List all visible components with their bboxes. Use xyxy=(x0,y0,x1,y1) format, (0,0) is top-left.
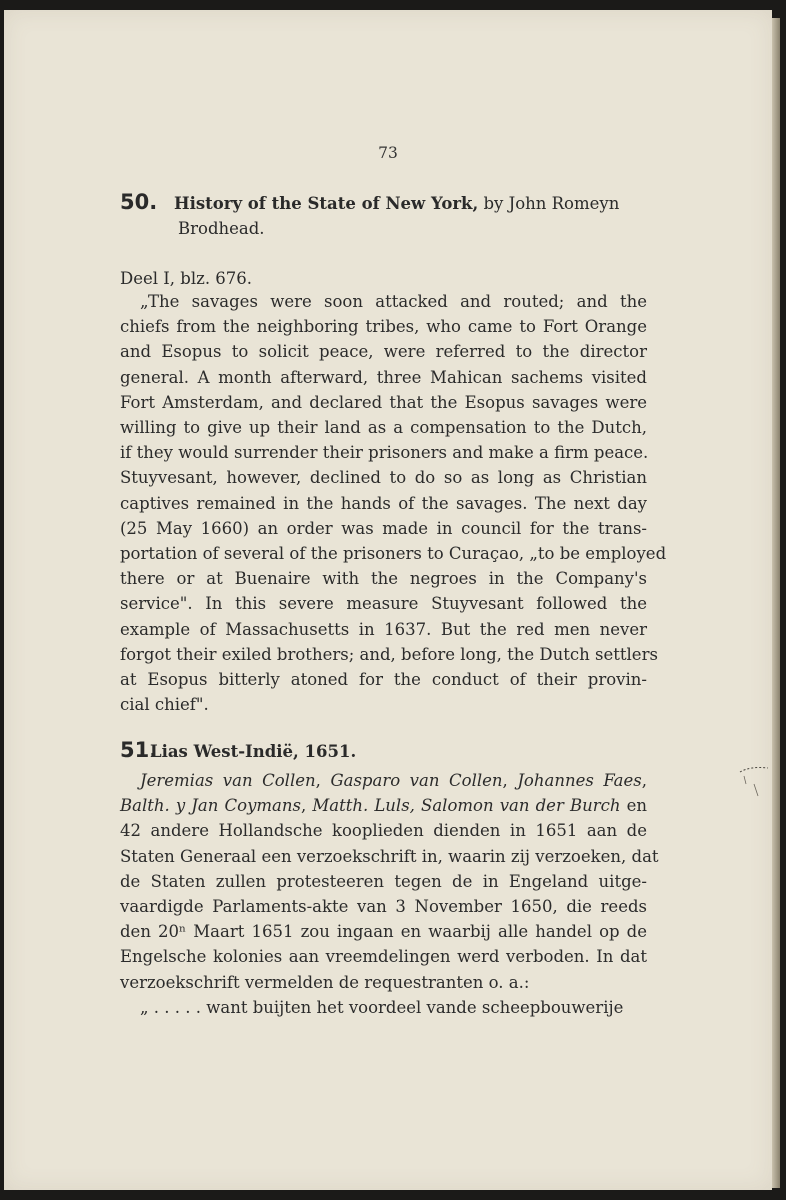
body-line: verzoekschrift vermelden de requestranten o. a.: xyxy=(120,972,530,992)
quote-line: Fort Amsterdam, and declared that the Esopus savages were xyxy=(120,392,647,412)
name: Jeremias van Collen xyxy=(140,771,316,790)
entry-51-heading xyxy=(120,738,652,764)
book-page xyxy=(4,10,772,1190)
quote-line: (25 May 1660) an order was made in council for the trans- xyxy=(120,518,647,538)
entry-50-title: History of the State of New York, xyxy=(174,194,479,213)
entry-50-author: by John Romeyn xyxy=(483,194,620,213)
page-edge xyxy=(772,18,780,1188)
body-line: de Staten zullen protesteeren tegen de in Engeland uitge- xyxy=(120,871,647,891)
name: Matth. Luls, Salomon van der Burch xyxy=(312,796,621,816)
ink-smudge-mark xyxy=(736,762,770,798)
quote-line: willing to give up their land as a compensation to the Dutch, xyxy=(120,418,647,438)
ink-smudge-icon xyxy=(736,762,770,798)
quote-line: example of Massachusetts in 1637. But the red men never xyxy=(120,619,647,639)
quote-line: general. A month afterward, three Mahican sachems visited xyxy=(120,367,647,387)
entry-51-number: 51. xyxy=(120,738,158,762)
quote-line: captives remained in the hands of the savages. The next day xyxy=(120,493,647,513)
entry-50-source xyxy=(120,266,647,291)
source-ref: Deel I, blz. 676. xyxy=(120,269,253,288)
body-line: vaardigde Parlaments-akte van 3 November 1650, die reeds xyxy=(120,897,647,917)
quote-line: if they would surrender their prisoners and make a firm peace. xyxy=(120,443,649,463)
name: Balth. y Jan Coymans xyxy=(120,796,301,816)
entry-50-heading xyxy=(120,190,652,241)
quote-line: service". In this severe measure Stuyvesant followed the xyxy=(120,594,647,614)
name: Gasparo van Collen xyxy=(330,771,503,790)
name: Johannes Faes xyxy=(517,771,642,790)
entry-51-title: Lias West-Indië, 1651. xyxy=(150,742,357,761)
body-line: Staten Generaal een verzoekschrift in, waarin zij verzoeken, dat xyxy=(120,846,659,866)
quote-line: „The savages were soon attacked and routed; and the xyxy=(140,292,647,311)
page-number: 73 xyxy=(378,144,398,162)
names-line: Jeremias van Collen, Gasparo van Collen, Johannes Faes, xyxy=(140,771,647,790)
body-line: Engelsche kolonies aan vreemdelingen werd verboden. In dat xyxy=(120,947,647,967)
quote-line: there or at Buenaire with the negroes in the Company's xyxy=(120,569,647,589)
entry-50-quote xyxy=(120,289,667,717)
quote-line: portation of several of the prisoners to Curaçao, „to be employed xyxy=(120,544,667,564)
quote-line: chiefs from the neighboring tribes, who came to Fort Orange xyxy=(120,317,647,337)
entry-51-body xyxy=(120,768,659,1020)
body-text: en xyxy=(626,796,647,816)
entry-50-author-cont: Brodhead. xyxy=(178,219,265,238)
body-line: „ . . . . . want buijten het voordeel vande scheepbouwerije xyxy=(140,997,624,1017)
names-line: Balth. y Jan Coymans, Matth. Luls, Salomon van der Burch en xyxy=(120,796,647,816)
body-line: den 20ⁿ Maart 1651 zou ingaan en waarbij alle handel op de xyxy=(120,922,647,942)
quote-line: Stuyvesant, however, declined to do so as long as Christian xyxy=(120,468,647,488)
body-line: 42 andere Hollandsche kooplieden dienden in 1651 aan de xyxy=(120,821,647,841)
entry-50-number: 50. xyxy=(120,190,158,214)
quote-line: at Esopus bitterly atoned for the conduct of their provin- xyxy=(120,670,647,690)
quote-line: cial chief". xyxy=(120,695,209,715)
quote-line: and Esopus to solicit peace, were referred to the director xyxy=(120,342,647,362)
quote-line: forgot their exiled brothers; and, before long, the Dutch settlers xyxy=(120,644,658,664)
